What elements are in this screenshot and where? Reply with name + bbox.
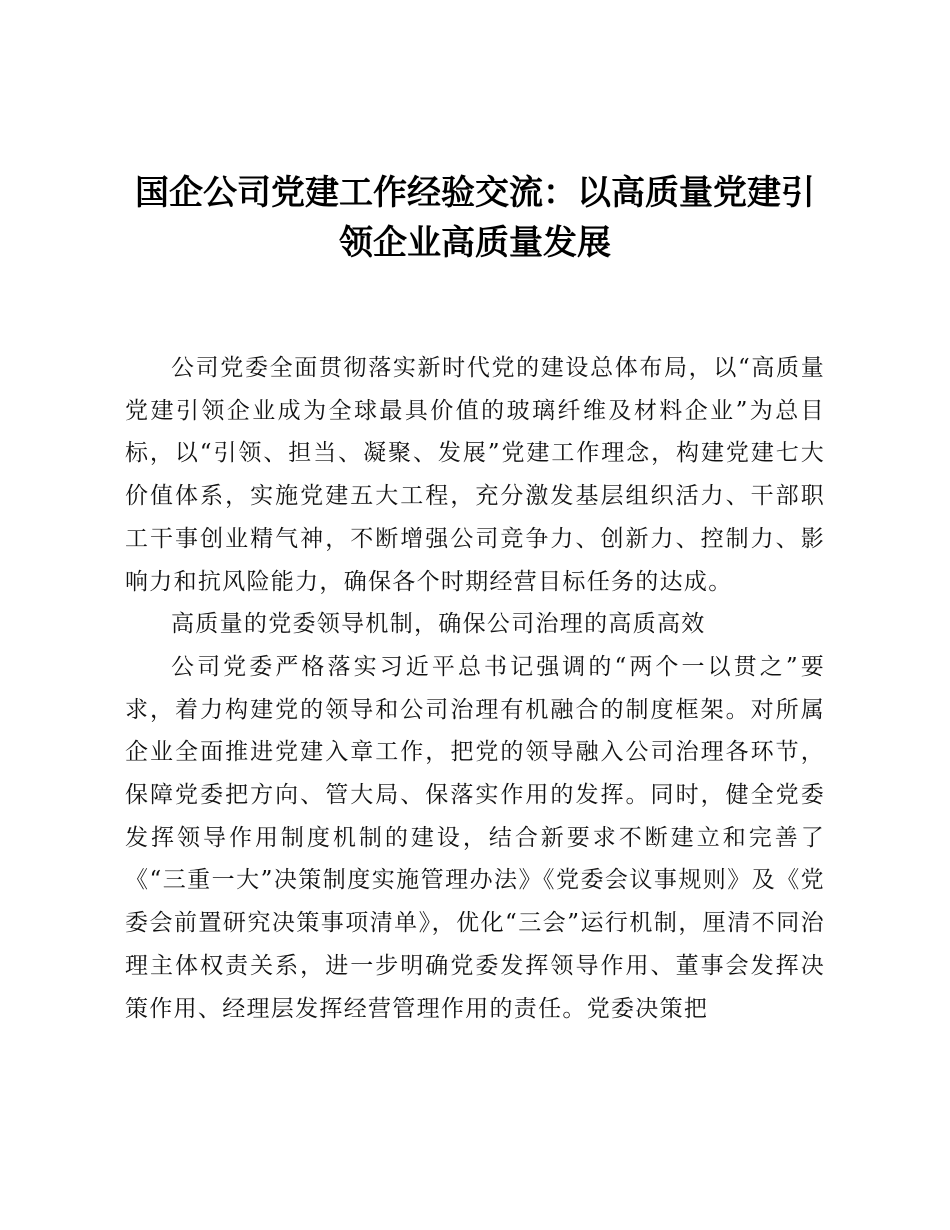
- paragraph-intro: 公司党委全面贯彻落实新时代党的建设总体布局，以“高质量党建引领企业成为全球最具价值的玻璃纤维及材料企业”为总目标，以“引领、担当、凝聚、发展”党建工作理念，构建党建七大价值体系，实施党建五大工程，充分激发基层组织活力、干部职工干事创业精气神，不断增强公司竞争力、创新力、控制力、影响力和抗风险能力，确保各个时期经营目标任务的达成。: [125, 355, 825, 595]
- section-heading: 高质量的党委领导机制，确保公司治理的高质高效: [171, 611, 706, 638]
- paragraph-governance: 公司党委严格落实习近平总书记强调的“两个一以贯之”要求，着力构建党的领导和公司治理有机融合的制度框架。对所属企业全面推进党建入章工作，把党的领导融入公司治理各环节，保障党委把方向、管大局、保落实作用的发挥。同时，健全党委发挥领导作用制度机制的建设，结合新要求不断建立和完善了《“三重一大”决策制度实施管理办法》《党委会议事规则》及《党委会前置研究决策事项清单》，优化“三会”运行机制，厘清不同治理主体权责关系，进一步明确党委发挥领导作用、董事会发挥决策作用、经理层发挥经营管理作用的责任。党委决策把: [125, 653, 825, 1022]
- document-body: [125, 347, 825, 1030]
- document-title: 国企公司党建工作经验交流：以高质量党建引领企业高质量发展: [135, 173, 815, 263]
